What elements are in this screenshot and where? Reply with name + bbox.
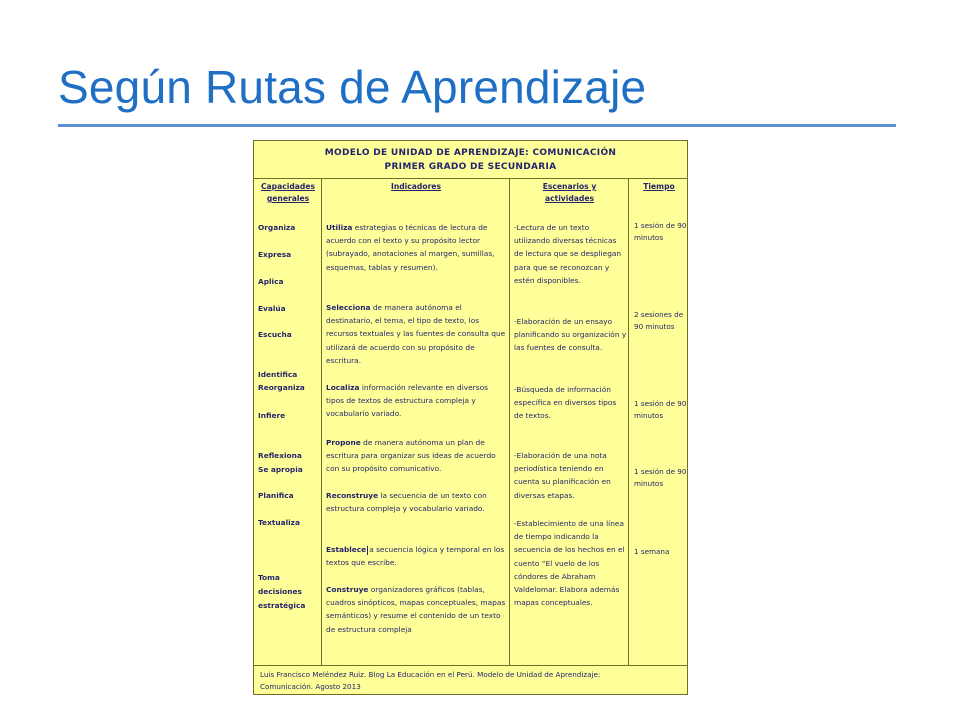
header-escenarios-line1: Escenarios y [542,182,597,191]
document-header [254,141,687,179]
tiempo-5: 1 semana [634,547,670,556]
title-underline [58,124,896,127]
header-escenarios [510,181,629,205]
indicador-construye-text: organizadores gráficos (tablas, cuadros sinópticos, mapas conceptuales, mapas semánticos) y resume el contenido de un texto de estructura compleja [326,585,506,634]
column-tiempo [629,179,689,665]
document-title: MODELO DE UNIDAD DE APRENDIZAJE: COMUNICACIÓN [324,148,617,158]
indicador-establece-text: a secuencia lógica y temporal en los textos que escribe. [326,545,505,568]
escenario-2: -Elaboración de un ensayo planificando su organización y las fuentes de consulta. [514,317,627,353]
capacidad-evalua: Evalúa [258,304,286,313]
capacidad-toma-line2: decisiones [258,587,302,596]
header-capacidades-line2: generales [266,194,310,203]
capacidad-textualiza: Textualiza [258,518,300,527]
document-citation [254,665,687,696]
escenario-1: -Lectura de un texto utilizando diversas técnicas de lectura que se despliegan para que se reconozcan y estén disponibles. [514,223,622,285]
indicador-utiliza [326,221,508,274]
capacidad-organiza: Organiza [258,223,296,232]
capacidad-toma-line1: Toma [258,573,280,582]
capacidad-planifica: Planifica [258,491,294,500]
header-capacidades [254,181,322,205]
capacidad-reorganiza: Reorganiza [258,383,305,392]
capacidad-aplica: Aplica [258,277,284,286]
indicador-reconstruye-verb: Reconstruye [326,491,379,500]
indicador-selecciona-text: de manera autónoma el destinatario, el tema, el tipo de texto, los recursos textuales y las fuentes de consulta que utilizará de acuerdo con su propósito de escritura. [326,303,506,365]
tiempo-3: 1 sesión de 90 minutos [634,399,687,420]
indicador-utiliza-text: estrategias o técnicas de lectura de acuerdo con el texto y su propósito lector (subrayado, anotaciones al margen, sumillas, esquemas, tablas y resumen). [326,223,495,272]
tiempo-2: 2 sesiones de 90 minutos [634,310,684,331]
citation-line2: Comunicación. Agosto 2013 [260,682,361,691]
indicador-reconstruye [326,489,508,515]
indicador-propone-text: de manera autónoma un plan de escritura para organizar sus ideas de acuerdo con su propósito comunicativo. [326,438,496,474]
escenario-4: -Elaboración de una nota periodística teniendo en cuenta su planificación en diversas etapas. [514,451,611,500]
header-indicadores: Indicadores [391,182,441,191]
capacidad-toma-decisiones [258,571,305,613]
capacidad-identifica: Identifica [258,370,298,379]
capacidad-se-apropia: Se apropia [258,465,303,474]
capacidad-reflexiona: Reflexiona [258,451,302,460]
indicador-localiza-verb: Localiza [326,383,360,392]
unit-model-document [253,140,688,695]
capacidad-expresa: Expresa [258,250,292,259]
citation-line1: Luis Francisco Meléndez Ruiz. Blog La Educación en el Perú. Modelo de Unidad de Aprendizaje: [260,670,601,679]
escenario-3: -Búsqueda de información específica en diversos tipos de textos. [514,385,617,421]
indicador-construye-verb: Construye [326,585,369,594]
capacidad-toma-line3: estratégica [258,601,306,610]
header-capacidades-line1: Capacidades [260,182,316,191]
indicador-localiza [326,381,508,421]
capacidad-infiere: Infiere [258,411,286,420]
escenario-5: -Establecimiento de una línea de tiempo indicando la secuencia de los hechos en el cuento “El vuelo de los cóndores de Abraham Valdelomar. Elabora además mapas conceptuales. [514,519,625,608]
tiempo-1: 1 sesión de 90 minutos [634,221,687,242]
indicador-selecciona [326,301,508,367]
indicador-reconstruye-text: la secuencia de un texto con estructura compleja y vocabulario variado. [326,491,487,514]
indicador-localiza-text: información relevante en diversos tipos de textos de estructura compleja y vocabulario variado. [326,383,488,419]
capacidad-escucha: Escucha [258,330,292,339]
indicador-propone-verb: Propone [326,438,361,447]
header-escenarios-line2: actividades [544,194,595,203]
document-subtitle: PRIMER GRADO DE SECUNDARIA [384,162,557,172]
indicador-propone [326,436,508,476]
indicador-utiliza-verb: Utiliza [326,223,353,232]
indicador-selecciona-verb: Selecciona [326,303,371,312]
indicador-establece [326,543,508,569]
indicador-establece-verb: Establece [326,545,367,554]
tiempo-4: 1 sesión de 90 minutos [634,467,687,488]
slide-title: Según Rutas de Aprendizaje [58,61,647,113]
header-tiempo: Tiempo [643,182,675,191]
indicador-construye [326,583,508,636]
